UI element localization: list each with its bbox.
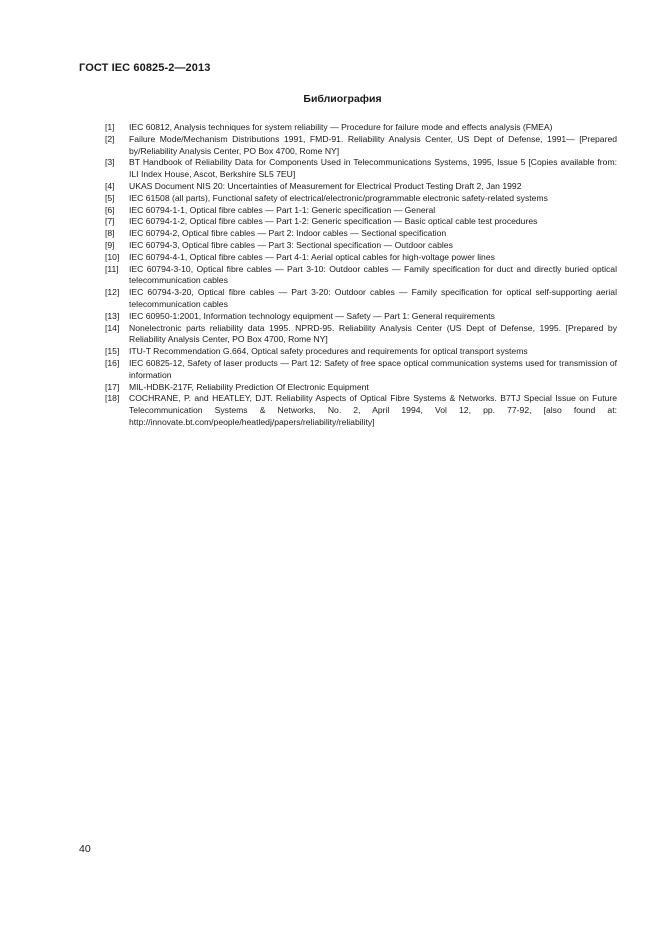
entry-text: IEC 60950-1:2001, Information technology equipment — Safety — Part 1: General requirements <box>129 310 495 321</box>
bibliography-entry <box>105 346 617 358</box>
bibliography-entry <box>105 323 617 347</box>
entry-text: IEC 60812, Analysis techniques for system reliability — Procedure for failure mode and effects analysis (FMEA) <box>129 122 553 132</box>
entry-text: COCHRANE, P. and HEATLEY, DJT. Reliability Aspects of Optical Fibre Systems & Networks. B7TJ Special Issue on Future Telecommunication Systems & Networks, No. 2, April 1994, Vol 12, pp. 77-92, [also found at: http://innovate.bt.com/people/heatledj/papers/reliability/reliability] <box>129 393 617 427</box>
bibliography-entry <box>105 358 617 382</box>
entry-text: IEC 60794-1-1, Optical fibre cables — Part 1-1: Generic specification — General <box>129 204 436 215</box>
bibliography-entry <box>105 287 617 311</box>
entry-text: MIL-HDBK-217F, Reliability Prediction Of Electronic Equipment <box>129 381 369 392</box>
entry-number: [2] <box>105 133 115 144</box>
entry-number: [4] <box>105 180 115 191</box>
bibliography-entry <box>105 228 617 240</box>
entry-number: [9] <box>105 239 115 250</box>
entry-text: IEC 60794-4-1, Optical fibre cables — Part 4-1: Aerial optical cables for high-voltage power lines <box>129 251 495 262</box>
entry-number: [10] <box>105 251 120 262</box>
bibliography-entry <box>105 205 617 217</box>
entry-number: [1] <box>105 122 115 132</box>
entry-number: [15] <box>105 346 120 357</box>
entry-text: IEC 60794-3-20, Optical fibre cables — Part 3-20: Outdoor cables — Family specification for optical self-supporting aerial telecommunication cables <box>129 287 617 309</box>
bibliography-list <box>105 122 617 429</box>
entry-text: UKAS Document NIS 20: Uncertainties of Measurement for Electrical Product Testing Draft 2, Jan 1992 <box>129 180 522 191</box>
page-number: 40 <box>79 843 91 855</box>
entry-number: [12] <box>105 287 120 298</box>
entry-number: [7] <box>105 216 115 227</box>
entry-text: IEC 60794-3-10, Optical fibre cables — Part 3-10: Outdoor cables — Family specification for duct and directly buried optical telecommunication cables <box>129 263 617 286</box>
entry-text: IEC 60794-3, Optical fibre cables — Part 3: Sectional specification — Outdoor cables <box>129 239 453 250</box>
entry-number: [6] <box>105 204 115 215</box>
entry-number: [11] <box>105 263 119 274</box>
entry-number: [16] <box>105 357 120 368</box>
entry-number: [18] <box>105 393 120 404</box>
bibliography-entry <box>105 157 617 181</box>
standard-code-header: ГОСТ IEC 60825-2—2013 <box>79 62 211 74</box>
bibliography-entry <box>105 122 617 134</box>
entry-text: IEC 60794-1-2, Optical fibre cables — Part 1-2: Generic specification — Basic optical cable test procedures <box>129 216 538 227</box>
bibliography-title: Библиография <box>303 93 382 105</box>
bibliography-entry <box>105 216 617 228</box>
bibliography-entry <box>105 181 617 193</box>
entry-text: Failure Mode/Mechanism Distributions 1991, FMD-91. Reliability Analysis Center, US Dept of Defense, 1991— [Prepared by/Reliability Analysis Center, PO Box 4700, Rome NY] <box>129 133 617 156</box>
bibliography-entry <box>105 393 617 428</box>
bibliography-entry <box>105 193 617 205</box>
entry-text: IEC 60825-12, Safety of laser products — Part 12: Safety of free space optical communication systems used for transmission of information <box>129 357 617 380</box>
bibliography-entry <box>105 134 617 158</box>
entry-text: Nonelectronic parts reliability data 1995. NPRD-95. Reliability Analysis Center (US Dept of Defense, 1995. [Prepared by Reliability Analysis Center, PO Box 4700, Rome NY] <box>129 322 617 345</box>
entry-text: IEC 61508 (all parts), Functional safety of electrical/electronic/programmable electronic safety-related systems <box>129 192 548 203</box>
bibliography-entry <box>105 240 617 252</box>
entry-text: ITU-T Recommendation G.664, Optical safety procedures and requirements for optical transport systems <box>129 346 528 357</box>
bibliography-entry <box>105 264 617 288</box>
entry-text: BT Handbook of Reliability Data for Components Used in Telecommunications Systems, 1995, Issue 5 [Copies available from: ILI Index House, Ascot, Berkshire SL5 7EU] <box>129 157 617 180</box>
entry-number: [13] <box>105 310 120 321</box>
entry-number: [8] <box>105 228 115 239</box>
bibliography-entry <box>105 311 617 323</box>
bibliography-entry <box>105 382 617 394</box>
bibliography-entry <box>105 252 617 264</box>
entry-number: [5] <box>105 192 115 203</box>
entry-text: IEC 60794-2, Optical fibre cables — Part 2: Indoor cables — Sectional specification <box>129 228 447 239</box>
entry-number: [17] <box>105 381 120 392</box>
entry-number: [14] <box>105 322 120 333</box>
entry-number: [3] <box>105 157 115 168</box>
